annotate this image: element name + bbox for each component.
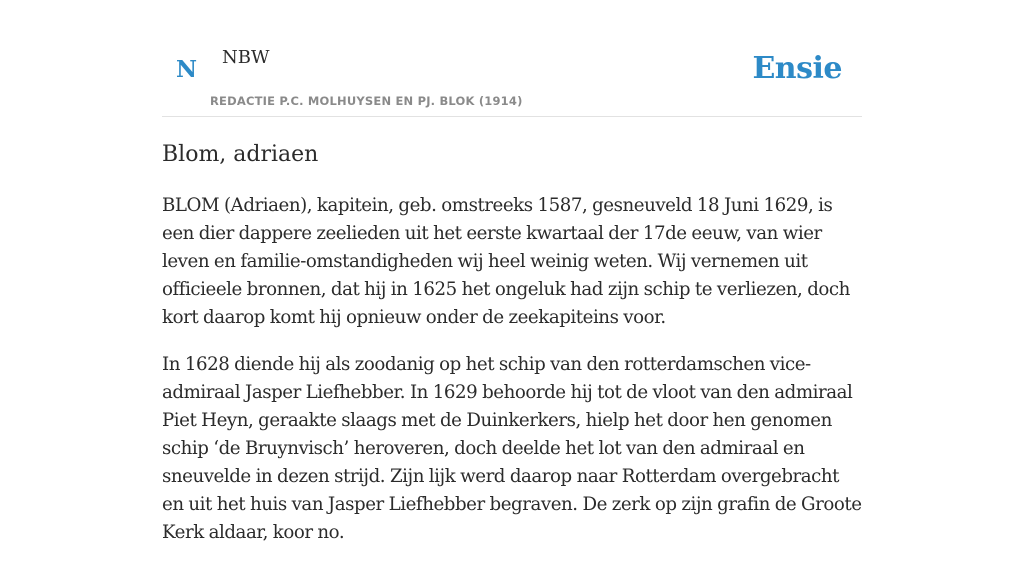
source-subtitle: REDACTIE P.C. MOLHUYSEN EN PJ. BLOK (1914) xyxy=(210,94,523,108)
article-paragraph: BLOM (Adriaen), kapitein, geb. omstreeks 1587, gesneuveld 18 Juni 1629, is een dier dappere zeelieden uit het eerste kwartaal der 17de eeuw, van wier leven en familie-omstandigheden wij heel weinig weten. Wij vernemen uit officieele bronnen, dat hij in 1625 het ongeluk had zijn schip te verliezen, doch kort daarop komt hij opnieuw onder de zeekapiteins voor. xyxy=(162,195,850,328)
brand-logo[interactable]: Ensie xyxy=(752,51,842,86)
article-body xyxy=(162,192,862,566)
source-name[interactable]: NBW xyxy=(222,47,270,68)
article-title: Blom, adriaen xyxy=(162,142,319,167)
source-logo-icon[interactable]: N xyxy=(176,56,198,83)
page xyxy=(162,0,862,543)
article-paragraph: In 1628 diende hij als zoodanig op het schip van den rotterdamschen vice-admiraal Jasper Liefhebber. In 1629 behoorde hij tot de vloot van den admiraal Piet Heyn, geraakte slaags met de Duinkerkers, hielp het door hen genomen schip ‘de Bruynvisch’ heroveren, doch deelde het lot van den admiraal en sneuvelde in dezen strijd. Zijn lijk werd daarop naar Rotterdam overgebracht en uit het huis van Jasper Liefhebber begraven. De zerk op zijn grafin de Groote Kerk aldaar, koor no. xyxy=(162,354,862,543)
source-header xyxy=(162,0,862,117)
